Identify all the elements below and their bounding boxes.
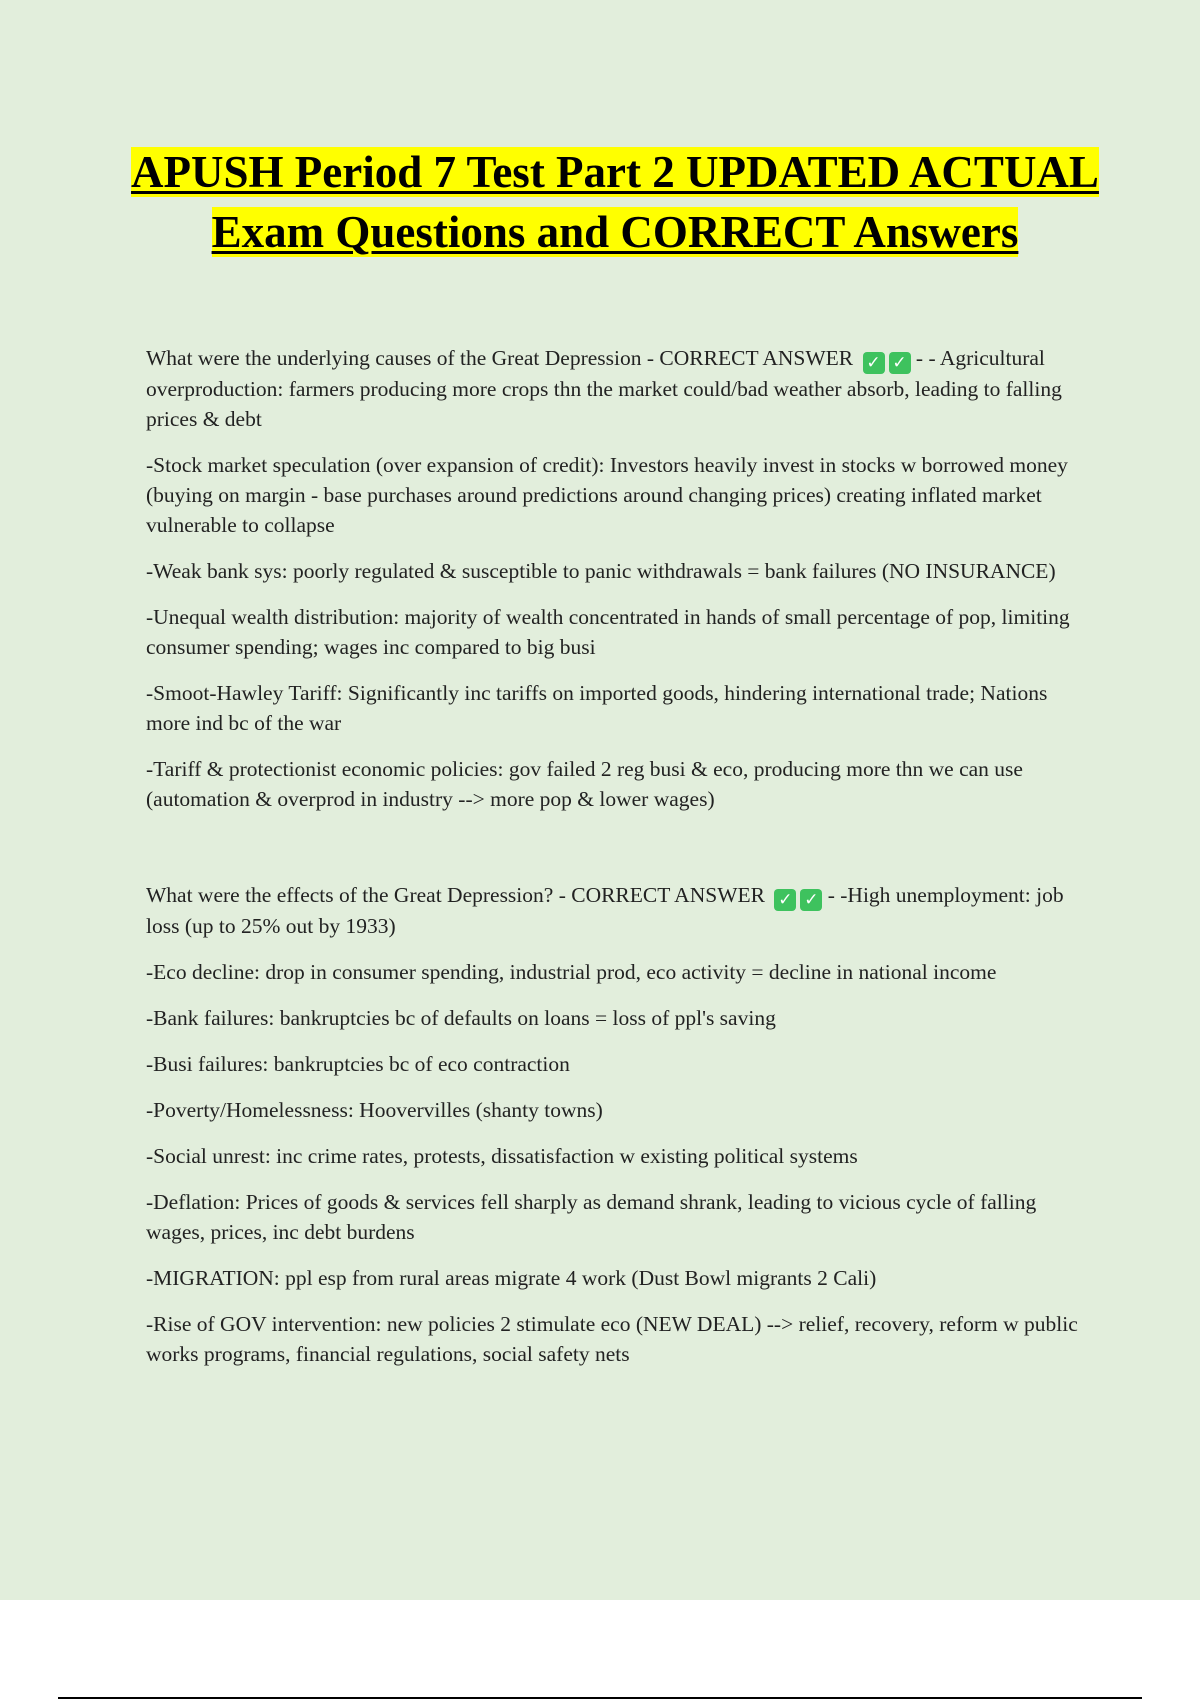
document-title [120, 142, 1110, 262]
qa-block-effects [146, 880, 1096, 1369]
answer-point: -Rise of GOV intervention: new policies 2 stimulate eco (NEW DEAL) --> relief, recovery, reform w public works programs, financial regulations, social safety nets [146, 1312, 1078, 1366]
answer-point: -Poverty/Homelessness: Hoovervilles (shanty towns) [146, 1098, 603, 1122]
answer-point: -Smoot-Hawley Tariff: Significantly inc tariffs on imported goods, hindering international trade; Nations more ind bc of the war [146, 681, 1048, 735]
answer-prefix: - - [827, 883, 848, 907]
answer-point: -Stock market speculation (over expansion of credit): Investors heavily invest in stocks w borrowed money (buying on margin - base purchases around predictions around changing prices) creating inflated market vulnerable to collapse [146, 453, 1068, 537]
check-icon: ✓ [863, 352, 885, 374]
check-icon: ✓ [889, 352, 911, 374]
answer-point: -Deflation: Prices of goods & services fell sharply as demand shrank, leading to vicious cycle of falling wages, prices, inc debt burdens [146, 1190, 1037, 1244]
question-paragraph [146, 343, 1096, 434]
check-icon: ✓ [800, 889, 822, 911]
question-paragraph [146, 880, 1096, 941]
document-body [146, 343, 1096, 1385]
answer-point: -Weak bank sys: poorly regulated & susceptible to panic withdrawals = bank failures (NO INSURANCE) [146, 559, 1056, 583]
question-text: What were the effects of the Great Depression? - CORRECT ANSWER [146, 883, 765, 907]
check-icon: ✓ [774, 889, 796, 911]
answer-text: High unemployment: job loss (up to 25% out by 1933) [146, 883, 1064, 938]
answer-point: -MIGRATION: ppl esp from rural areas migrate 4 work (Dust Bowl migrants 2 Cali) [146, 1266, 877, 1290]
answer-point: -Eco decline: drop in consumer spending, industrial prod, eco activity = decline in national income [146, 960, 997, 984]
qa-block-causes [146, 343, 1096, 814]
page-divider-line [58, 1697, 1142, 1699]
answer-point: -Busi failures: bankruptcies bc of eco contraction [146, 1052, 570, 1076]
question-text: What were the underlying causes of the Great Depression - CORRECT ANSWER [146, 346, 854, 370]
answer-point: -Unequal wealth distribution: majority of wealth concentrated in hands of small percentage of pop, limiting consumer spending; wages inc compared to big busi [146, 605, 1070, 659]
answer-point: -Social unrest: inc crime rates, protests, dissatisfaction w existing political systems [146, 1144, 858, 1168]
answer-point: -Tariff & protectionist economic policies: gov failed 2 reg busi & eco, producing more thn we can use (automation & overprod in industry --> more pop & lower wages) [146, 757, 1023, 811]
answer-text: Agricultural overproduction: farmers producing more crops thn the market could/bad weather absorb, leading to falling prices & debt [146, 346, 1062, 431]
answer-point: -Bank failures: bankruptcies bc of defaults on loans = loss of ppl's saving [146, 1006, 776, 1030]
answer-prefix: - - [915, 346, 936, 370]
document-title-text: APUSH Period 7 Test Part 2 UPDATED ACTUAL Exam Questions and CORRECT Answers [131, 147, 1099, 257]
